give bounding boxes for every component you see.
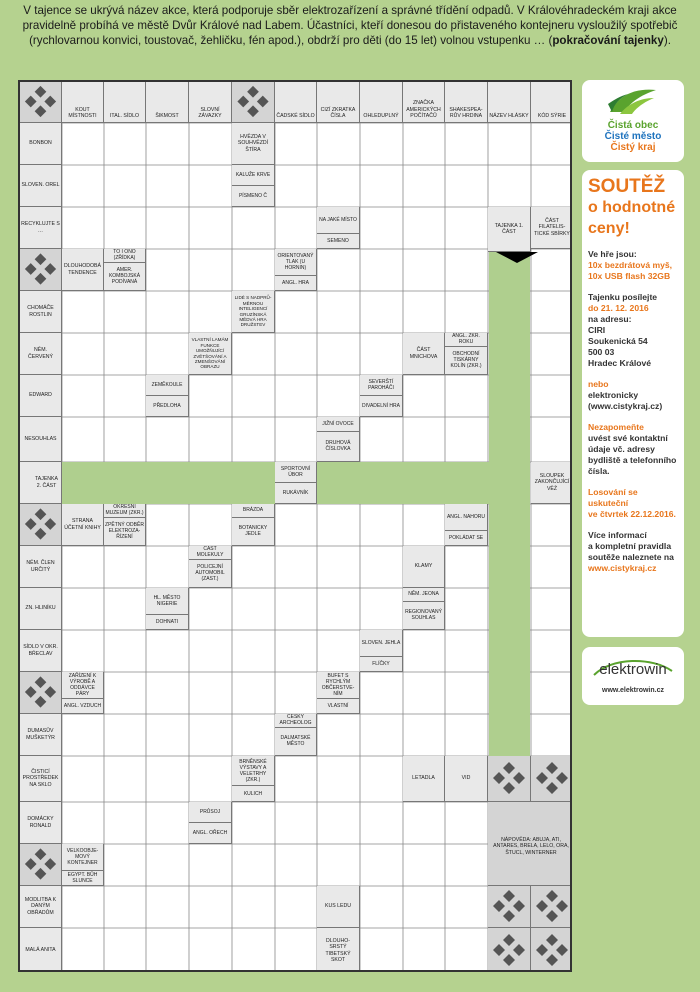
row-clue: CHOMÁČE ROSTLIN <box>20 291 62 333</box>
row-clue: NESOUHLAS <box>20 417 62 462</box>
diamond-icon <box>20 672 62 714</box>
header-clue: KÓD SÝRIE <box>531 82 572 123</box>
clue-cell: LETADLA <box>403 756 445 802</box>
clue-cell: SPORTOVNÍ ÚBOR RUKÁVNÍK <box>275 462 317 504</box>
clue-cell: KLAMY <box>403 546 445 588</box>
cisty-kraj-logo <box>582 80 684 162</box>
hint-text: NÁPOVĚDA: ABUJA, ATI, ANTARES, BRELA, LELO, ORA, ŠTUCL, WINTERNER <box>493 837 569 856</box>
clue-cell: SEVERŠTÍ PAROHÁČI DIVADELNÍ HRA <box>360 375 403 417</box>
clue-cell: KALUŽE KRVE PÍSMENO Č <box>232 165 275 207</box>
address-label: na adresu: <box>588 314 632 324</box>
header-clue: SLOVNÍ ZÁVAZKY <box>189 82 232 123</box>
header-clue: ITAL. SÍDLO <box>104 82 146 123</box>
reminder-line: uvést své kontaktní <box>588 433 668 443</box>
clue-cell: HL. MĚSTO NIGERIE DOHNATI <box>146 588 189 630</box>
reminder-line: čísla. <box>588 466 610 476</box>
contest-title: SOUTĚŽ <box>588 176 666 197</box>
address-line: CIRI <box>588 325 606 335</box>
row-clue: NĚM. ČLEN URČITÝ <box>20 546 62 588</box>
row-clue: DOMÁCKY RONALD <box>20 802 62 844</box>
diamond-icon <box>20 504 62 546</box>
clue-cell: VELKOOBJE-MOVÝ KONTEJNER EGYPT. BŮH SLUNCE <box>62 844 104 886</box>
row-clue: NĚM. ČERVENÝ <box>20 333 62 375</box>
clue-cell: KUS LEDU <box>317 886 360 928</box>
leaf-logo-icon <box>606 86 660 116</box>
contest-title-2: o hodnotné <box>588 199 676 216</box>
logo-line-1: Čistá obec <box>607 120 659 131</box>
clue-cell: BRÁZDA BOTANICKY JEDLE <box>232 504 275 546</box>
arrow-down-icon <box>496 252 538 263</box>
website-link[interactable]: www.cistykraj.cz <box>588 563 657 573</box>
header-clue: CIZÍ ZKRATKA ČÍSLA <box>317 82 360 123</box>
clue-cell: ČESKÝ ARCHEOLOG DALMATSKÉ MĚSTO <box>275 714 317 756</box>
address-line: Soukenická 54 <box>588 336 648 346</box>
row-clue: SLOVEN. OREL <box>20 165 62 207</box>
clue-cell: ZEMĚKOULE PŘEDLOHA <box>146 375 189 417</box>
prize-2: 10x USB flash 32GB <box>588 271 671 281</box>
diamond-icon <box>531 928 572 972</box>
header-clue: SHAKESPEA-RŮV HRDINA <box>445 82 488 123</box>
contest-panel <box>582 170 684 637</box>
reminder-line: bydliště a telefonního <box>588 455 677 465</box>
header-clue: ZNAČKA AMERICKÝCH POČÍTAČŮ <box>403 82 445 123</box>
diamond-icon <box>488 756 531 802</box>
clue-cell: NĚM. JEONA REGIONOVANÝ SOUHLAS <box>403 588 445 630</box>
diamond-icon <box>20 844 62 886</box>
elektrowin-logo <box>582 647 684 705</box>
row-clue: MODLITBA K DANÝM OBŘADŮM <box>20 886 62 928</box>
clue-cell: STRANA ÚČETNÍ KNIHY <box>62 504 104 546</box>
clue-cell: ČÁST MOLEKULY POLICEJNÍ AUTOMOBIL (ZAST.) <box>189 546 232 588</box>
clue-cell: LIDÉ S NADPRŮ-MĚRNOU INTELIGENCÍ GRUZÍNSKÁ MĚDVÁ HRA DRUŽSTEV <box>232 291 275 333</box>
diamond-icon <box>20 249 62 291</box>
diamond-icon <box>488 886 531 928</box>
deadline: do 21. 12. 2016 <box>588 303 649 313</box>
draw-label: Losování se uskuteční <box>588 487 638 508</box>
reminder-label: Nezapomeňte <box>588 422 644 432</box>
clue-cell: ČÁST FILATELIS-TICKÉ SBÍRKY <box>531 207 572 249</box>
prize-1: 10x bezdrátová myš, <box>588 260 673 270</box>
diamond-icon <box>232 82 275 123</box>
logo-line-3: Čistý kraj <box>610 142 656 153</box>
info-line: Více informací <box>588 530 647 540</box>
reminder-line: údaje vč. adresy <box>588 444 655 454</box>
or-label: nebo <box>588 379 609 389</box>
prizes-label: Ve hře jsou: <box>588 249 637 259</box>
info-line: a kompletní pravidla <box>588 541 672 551</box>
clue-cell: VID <box>445 756 488 802</box>
diamond-icon <box>20 82 62 123</box>
clue-cell: SLOVEN. JEHLA FLÍČKY <box>360 630 403 672</box>
header-clue: ŠIKMOST <box>146 82 189 123</box>
brand-name: elektrowin <box>599 661 667 678</box>
website-link[interactable]: (www.cistykraj.cz) <box>588 401 663 411</box>
draw-date: ve čtvrtek 22.12.2016. <box>588 509 676 519</box>
header-clue: KOUT MÍSTNOSTI <box>62 82 104 123</box>
clue-cell: ČÁST MNICHOVA <box>403 333 445 375</box>
row-clue: SÍDLO V OKR. BŘECLAV <box>20 630 62 672</box>
clue-cell: OKRESNÍ MUZEUM (ZKR.) ZPĚTNÝ ODBĚR ELEKTROZA-ŘÍZENÍ <box>104 504 146 546</box>
diamond-icon <box>531 886 572 928</box>
info-line: soutěže naleznete na <box>588 552 674 562</box>
logo-line-2: Čisté město <box>604 131 662 142</box>
clue-cell: HVĚZDA V SOUHVĚZDÍ ŠTÍRA <box>232 123 275 165</box>
clue-cell: DLOUHO-SRSTÝ TIBETSKÝ SKOT <box>317 928 360 972</box>
address-line: Hradec Králové <box>588 358 652 368</box>
clue-cell: TO I ONO (ZŘÍDKA) AMER. KOMBOJSKÁ PODÍVANÁ <box>104 249 146 291</box>
clue-cell: SLOUPEK ZAKONČUJÍCÍ VĚŽ <box>531 462 572 504</box>
row-clue: EDWARD <box>20 375 62 417</box>
electronic-label: elektronicky <box>588 390 639 400</box>
clue-cell: ANGL. NAHORU POKLÁDAT SE <box>445 504 488 546</box>
row-clue: MALÁ ANITA <box>20 928 62 972</box>
clue-cell: BRNĚNSKÉ VÝSTAVY A VELETRHY (ZKR.) KULICH <box>232 756 275 802</box>
clue-cell: ZAŘÍZENÍ K VÝROBĚ A ODDÁVCE PÁRY ANGL. VZDUCH <box>62 672 104 714</box>
row-clue: BONBON <box>20 123 62 165</box>
clue-cell: BUFET S RYCHLÝM OBČERSTVE-NÍM VLASTNÍ <box>317 672 360 714</box>
row-clue: RECYKLUJTE S … <box>20 207 62 249</box>
header-clue: ČADSKÉ SÍDLO <box>275 82 317 123</box>
header-clue: OHLEDUPLNÝ <box>360 82 403 123</box>
row-clue: ZN. HLINÍKU <box>20 588 62 630</box>
contest-title-3: ceny! <box>588 220 630 237</box>
clue-cell: JIŽNÍ OVOCE DRUHOVÁ ČÍSLOVKA <box>317 417 360 462</box>
intro-text: V tajence se ukrývá název akce, která podporuje sběr elektrozařízení a správné třídění odpadů. V Královéhradeckém kraji akce pravidelně probíhá ve městě Dvůr Králové nad Labem. Účastníci, kteří donesou do přistaveného kontejneru vysloužilý spotřebič (rychlovarnou konvici, toustovač, žehličku, fén apod.), obdrží pro děti (do 15 let) volnou vstupenku … (pokračování tajenky). <box>22 4 678 47</box>
brand-url[interactable]: www.elektrowin.cz <box>602 687 664 694</box>
address-line: 500 03 <box>588 347 615 357</box>
row-clue: TAJENKA 2. ČÁST <box>20 462 62 504</box>
header-clue: NÁZEV HLÁSKY <box>488 82 531 123</box>
clue-cell: PRŮSOJ ANGL. OŘECH <box>189 802 232 844</box>
solution-column <box>489 252 530 802</box>
clue-cell: DLOUHODOBÁ TENDENCE <box>62 249 104 291</box>
clue-cell: VLASTNÍ LAMÁM FUNKCE UMOŽŇUJÍCÍ ZVĚTŠOVÁNÍ A ZMENŠOVÁNÍ OBRAZU <box>189 333 232 375</box>
row-clue: DUMASŮV MUŠKETÝR <box>20 714 62 756</box>
clue-cell: TAJENKA 1. ČÁST <box>488 207 531 252</box>
clue-cell: NA JAKÉ MÍSTO SEMENO <box>317 207 360 249</box>
clue-cell: ANGL. ZKR. ROKU OBCHODNÍ TISKÁRNY KOLÍN (ZKR.) <box>445 333 488 375</box>
diamond-icon <box>531 756 572 802</box>
row-clue: ČISTICÍ PROSTŘEDEK NA SKLO <box>20 756 62 802</box>
crossword-grid <box>18 80 572 972</box>
diamond-icon <box>488 928 531 972</box>
send-text: Tajenku posílejte <box>588 292 658 302</box>
clue-cell: ORIENTOVANÝ TLAK (U HORNIN) ANGL. HRA <box>275 249 317 291</box>
